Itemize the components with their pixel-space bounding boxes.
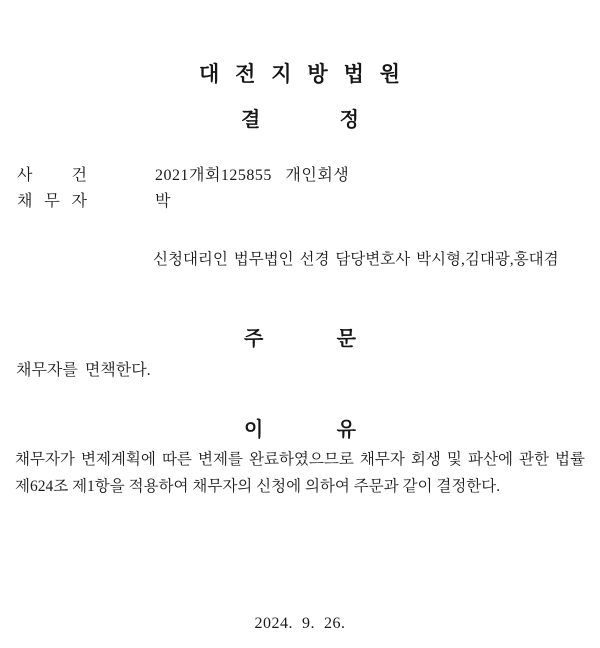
case-number-label: 사 건 (17, 167, 87, 184)
order-heading: 주 문 (244, 328, 356, 350)
debtor-label: 채 무 자 (17, 193, 87, 210)
reason-line-2: 제624조 제1항을 적용하여 채무자의 신청에 의하여 주문과 같이 결정한다. (15, 478, 501, 495)
case-info-section (17, 163, 590, 215)
decision-date: 2024. 9. 26. (254, 615, 346, 632)
debtor-row (17, 189, 590, 215)
attorney-line: 신청대리인 법무법인 선경 담당변호사 박시형,김대광,홍대겸 (153, 251, 559, 268)
case-number-row (17, 163, 590, 189)
document-type-title: 결 정 (241, 109, 359, 131)
reason-body-text (15, 446, 585, 500)
debtor-value: 박 (155, 193, 171, 210)
reason-heading: 이 유 (244, 419, 356, 441)
reason-line-1: 채무자가 변제계획에 따른 변제를 완료하였으므로 채무자 회생 및 파산에 관한 법률 (15, 451, 585, 468)
order-body-text: 채무자를 면책한다. (16, 362, 151, 379)
case-number-value: 2021개회125855 개인회생 (155, 167, 350, 184)
court-name-title: 대 전 지 방 법 원 (199, 63, 401, 86)
